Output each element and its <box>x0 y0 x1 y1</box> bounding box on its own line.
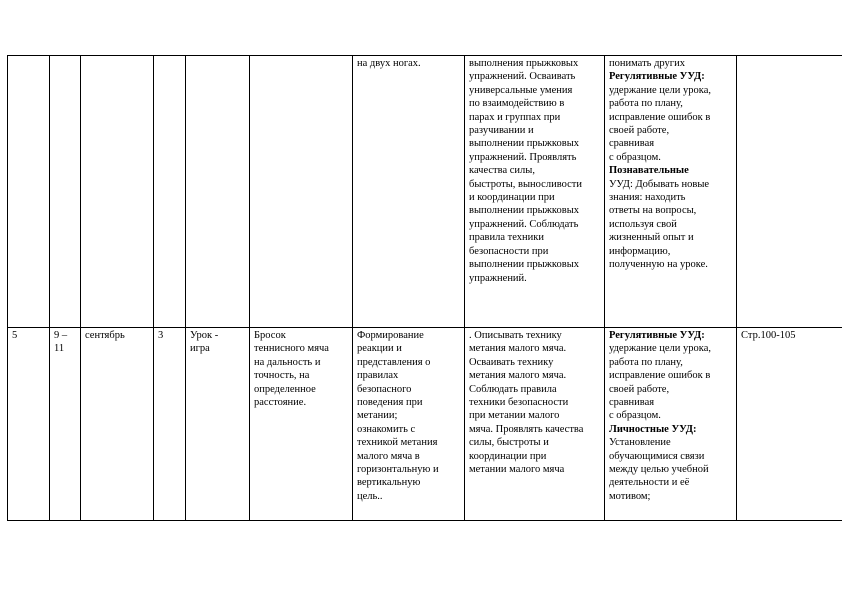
text-line: информацию, <box>609 245 671 257</box>
text-line: Познавательные <box>609 165 689 177</box>
text-line: удержание цели урока, <box>609 343 712 355</box>
text-line: сравнивая <box>609 397 655 409</box>
text-line: своей работе, <box>609 383 670 395</box>
text-line: Регулятивные УУД: <box>609 330 705 341</box>
text-line: универсальные умения <box>469 84 573 96</box>
text-line: упражнений. <box>469 272 527 284</box>
text-line: исправление ошибок в <box>609 111 711 123</box>
text-line: Установление <box>609 437 671 449</box>
table-row <box>8 56 842 328</box>
text-line: упражнений. Осваивать <box>469 71 576 83</box>
text-line: обучающимися связи <box>609 450 705 462</box>
text-line: понимать других <box>609 58 685 69</box>
cell-subject-results <box>465 328 605 521</box>
cell-subject-results <box>465 56 605 328</box>
text-line: работа по плану, <box>609 98 683 110</box>
cell-goals: на двух ногах. <box>353 56 465 328</box>
text-line: разучивании и <box>469 125 534 137</box>
text-line: метания малого мяча. <box>469 343 567 355</box>
cell-hours: 3 <box>154 328 186 521</box>
text-line: между целью учебной <box>609 464 709 476</box>
table-row <box>8 328 842 521</box>
cell-lesson-type: Урок - игра <box>186 328 250 521</box>
cell-dates: 9 – 11 <box>50 328 81 521</box>
text-line: мотивом; <box>609 490 651 502</box>
text-line: по взаимодействию в <box>469 98 565 110</box>
text-line: своей работе, <box>609 125 670 137</box>
text-line: используя свой <box>609 218 677 230</box>
text-line: мяча. Проявлять качества <box>469 423 584 435</box>
cell-dates <box>50 56 81 328</box>
text-line: жизненный опыт и <box>609 232 694 244</box>
text-line: Осваивать технику <box>469 356 554 368</box>
text-line: выполнении прыжковых <box>469 259 580 271</box>
cell-pages <box>737 56 842 328</box>
text-line: . Описывать технику <box>469 330 562 341</box>
text-line: с образцом. <box>609 410 661 422</box>
cell-uud <box>605 328 737 521</box>
text-line: и координации при <box>469 192 555 204</box>
text-line: выполнения прыжковых <box>469 58 579 69</box>
text-line: Соблюдать правила <box>469 383 557 395</box>
text-line: сравнивая <box>609 138 655 150</box>
text-line: работа по плану, <box>609 356 683 368</box>
text-line: качества силы, <box>469 165 535 177</box>
cell-month <box>81 56 154 328</box>
text-line: метании малого мяча <box>469 464 565 476</box>
text-line: знания: находить <box>609 192 686 204</box>
text-line: полученную на уроке. <box>609 259 708 271</box>
text-line: быстроты, выносливости <box>469 178 582 190</box>
cell-pages: Стр.100-105 <box>737 328 842 521</box>
text-line: силы, быстроты и <box>469 437 549 449</box>
text-line: удержание цели урока, <box>609 84 712 96</box>
text-line: ответы на вопросы, <box>609 205 697 217</box>
cell-hours <box>154 56 186 328</box>
cell-goals: Формирование реакции и представления о правилах безопасного поведения при метании; ознакомить с техникой метания малого мяча в горизонтальную и вертикальную цель.. <box>353 328 465 521</box>
text-line: парах и группах при <box>469 111 561 123</box>
text-line: правила техники <box>469 232 544 244</box>
cell-topic <box>250 56 353 328</box>
text-line: при метании малого <box>469 410 560 422</box>
cell-month: сентябрь <box>81 328 154 521</box>
lesson-plan-table <box>7 55 842 521</box>
cell-number: 5 <box>8 328 50 521</box>
cell-lesson-type <box>186 56 250 328</box>
text-line: УУД: Добывать новые <box>609 178 710 190</box>
text-line: координации при <box>469 450 547 462</box>
text-line: деятельности и её <box>609 477 690 489</box>
text-line: выполнении прыжковых <box>469 205 580 217</box>
text-line: безопасности при <box>469 245 549 257</box>
text-line: с образцом. <box>609 151 661 163</box>
text-line: метания малого мяча. <box>469 370 567 382</box>
text-line: выполнении прыжковых <box>469 138 580 150</box>
text-line: Регулятивные УУД: <box>609 71 705 83</box>
text-line: упражнений. Проявлять <box>469 151 577 163</box>
cell-uud <box>605 56 737 328</box>
cell-number <box>8 56 50 328</box>
text-line: Личностные УУД: <box>609 423 697 435</box>
text-line: упражнений. Соблюдать <box>469 218 579 230</box>
text-line: техники безопасности <box>469 397 569 409</box>
cell-topic: Бросок теннисного мяча на дальность и точность, на определенное расстояние. <box>250 328 353 521</box>
text-line: исправление ошибок в <box>609 370 711 382</box>
